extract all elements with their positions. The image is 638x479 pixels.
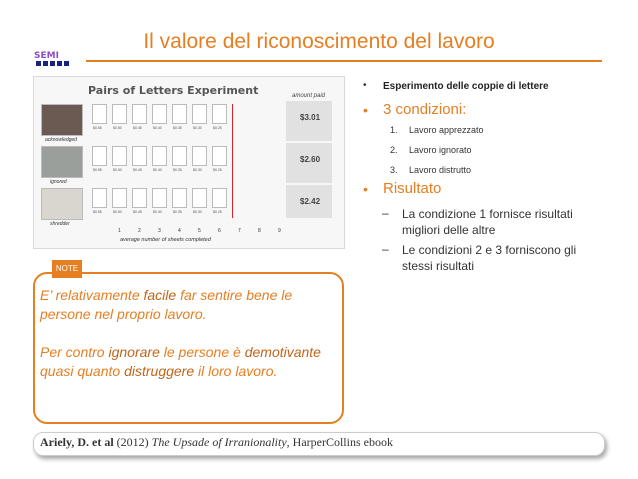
x-tick: 3 <box>158 228 161 234</box>
bullet-dot: • <box>363 102 368 118</box>
sheet <box>112 146 127 166</box>
sheet <box>192 104 207 124</box>
x-tick: 6 <box>218 228 221 234</box>
shredder-photo <box>41 188 83 220</box>
bullet-conditions: 3 condizioni: <box>383 101 467 118</box>
sheet <box>172 188 187 208</box>
condition-label: ignored <box>50 179 67 185</box>
sheet <box>212 104 227 124</box>
sheet-price: $0.30 <box>193 210 202 214</box>
figure-title: Pairs of Letters Experiment <box>88 84 259 97</box>
bullet-dot: • <box>363 181 368 197</box>
bullet-experiment: Esperimento delle coppie di lettere <box>383 81 549 92</box>
slide-title: Il valore del riconoscimento del lavoro <box>143 30 495 53</box>
sheet <box>132 146 147 166</box>
logo-text: SEMI <box>34 51 59 61</box>
sheet <box>132 104 147 124</box>
reference-line <box>232 104 233 218</box>
sheet-price: $0.25 <box>213 126 222 130</box>
x-tick: 7 <box>238 228 241 234</box>
sheet <box>112 104 127 124</box>
sheet <box>152 104 167 124</box>
title-divider <box>86 60 602 62</box>
x-tick: 4 <box>178 228 181 234</box>
sheet-price: $0.40 <box>153 168 162 172</box>
condition-label: shredder <box>50 221 70 227</box>
sheet-price: $0.30 <box>193 126 202 130</box>
sheet <box>192 188 207 208</box>
condition-2: Lavoro ignorato <box>409 145 472 155</box>
amount-acknowledged: $3.01 <box>300 113 321 122</box>
sheet-price: $0.40 <box>153 126 162 130</box>
logo <box>32 46 76 72</box>
result-2: Le condizioni 2 e 3 forniscono gli stessi risultati <box>402 243 577 273</box>
sheet-price: $0.50 <box>113 126 122 130</box>
sheet-price: $0.25 <box>213 168 222 172</box>
bullet-result: Risultato <box>383 180 442 197</box>
sheet-price: $0.55 <box>93 168 102 172</box>
x-tick: 9 <box>278 228 281 234</box>
sheet <box>92 104 107 124</box>
x-tick: 2 <box>138 228 141 234</box>
figure-amount-header: amount paid <box>292 93 326 99</box>
sheet-price: $0.55 <box>93 210 102 214</box>
sheet <box>192 146 207 166</box>
sheet <box>92 146 107 166</box>
sheet <box>212 146 227 166</box>
sheet-price: $0.45 <box>133 126 142 130</box>
sheet-price: $0.35 <box>173 168 182 172</box>
note-text: E’ relativamente facile far sentire bene le persone nel proprio lavoro. Per contro ignorare le persone è demotivante quasi quanto distruggere il loro lavoro. <box>40 287 321 379</box>
sheet-price: $0.30 <box>193 168 202 172</box>
condition-3: Lavoro distrutto <box>409 165 472 175</box>
sheet <box>112 188 127 208</box>
sheet-price: $0.50 <box>113 210 122 214</box>
bullet-dot: • <box>363 80 367 91</box>
amount-shredder: $2.42 <box>300 197 321 206</box>
note-tag: NOTE <box>52 260 82 278</box>
sheet <box>212 188 227 208</box>
sheet-price: $0.25 <box>213 210 222 214</box>
sheet-price: $0.55 <box>93 126 102 130</box>
x-tick: 8 <box>258 228 261 234</box>
ignored-photo <box>41 146 83 178</box>
sheet <box>172 104 187 124</box>
condition-1: Lavoro apprezzato <box>409 125 484 135</box>
sheet <box>152 188 167 208</box>
sheet-price: $0.40 <box>153 210 162 214</box>
sheet <box>172 146 187 166</box>
amount-ignored: $2.60 <box>300 155 321 164</box>
sheet-price: $0.45 <box>133 168 142 172</box>
x-tick: 5 <box>198 228 201 234</box>
result-1: La condizione 1 fornisce risultati migliori delle altre <box>402 207 573 237</box>
sheet <box>92 188 107 208</box>
x-axis-label: average number of sheets completed <box>120 237 211 243</box>
x-tick: 1 <box>118 228 121 234</box>
sheet-price: $0.50 <box>113 168 122 172</box>
sheet-price: $0.35 <box>173 126 182 130</box>
acknowledged-photo <box>41 104 83 136</box>
condition-label: acknowledged <box>45 137 77 143</box>
citation-text: Ariely, D. et al (2012) The Upsade of Irranionality, HarperCollins ebook <box>40 435 393 449</box>
sheet-price: $0.45 <box>133 210 142 214</box>
sheet-price: $0.35 <box>173 210 182 214</box>
sheet <box>132 188 147 208</box>
sheet <box>152 146 167 166</box>
